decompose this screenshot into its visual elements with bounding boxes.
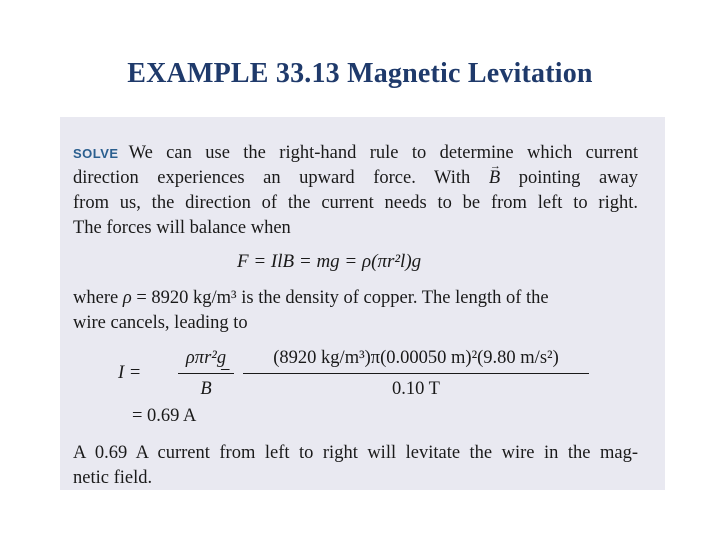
slide-title: EXAMPLE 33.13 Magnetic Levitation: [127, 58, 593, 89]
para1-line3: from us, the direction of the current needs to be from left to right.: [73, 193, 638, 213]
fraction2-numerator: (8920 kg/m³)π(0.00050 m)²(9.80 m/s²): [273, 348, 559, 368]
para1-line2: [73, 167, 638, 189]
para2-line2: wire cancels, leading to: [73, 313, 248, 333]
fraction2-bar: [243, 373, 589, 374]
solution-panel: [60, 117, 665, 490]
fraction1-denominator: B: [200, 379, 212, 399]
para1-line1: [73, 142, 638, 165]
equals-sign: =: [220, 363, 231, 383]
para2-line1c: = 8920 kg/m³ is the density of copper. The length of the: [136, 288, 549, 308]
para1-line2c: pointing away: [518, 168, 639, 188]
rho-symbol: ρ: [122, 288, 132, 308]
force-balance-equation: F = IlB = mg = ρ(πr²l)g: [237, 251, 422, 272]
para1-line4: The forces will balance when: [73, 218, 291, 238]
fraction2-denominator: 0.10 T: [392, 379, 440, 399]
vector-b-symbol: → B: [489, 167, 500, 189]
para3-line1: A 0.69 A current from left to right will levitate the wire in the mag-: [73, 443, 638, 463]
para1-line1-text: We can use the right-hand rule to determine which current: [128, 143, 638, 163]
current-lhs: I =: [118, 363, 142, 383]
para1-line2a: direction experiences an upward force. With: [73, 168, 471, 188]
solve-tag: SOLVE: [73, 146, 119, 161]
para2-line1: [73, 287, 549, 309]
fraction1-numerator: ρπr²g: [185, 348, 227, 368]
para3-line2: netic field.: [73, 468, 153, 488]
current-result: = 0.69 A: [132, 406, 197, 426]
para2-line1a: where: [73, 288, 119, 308]
